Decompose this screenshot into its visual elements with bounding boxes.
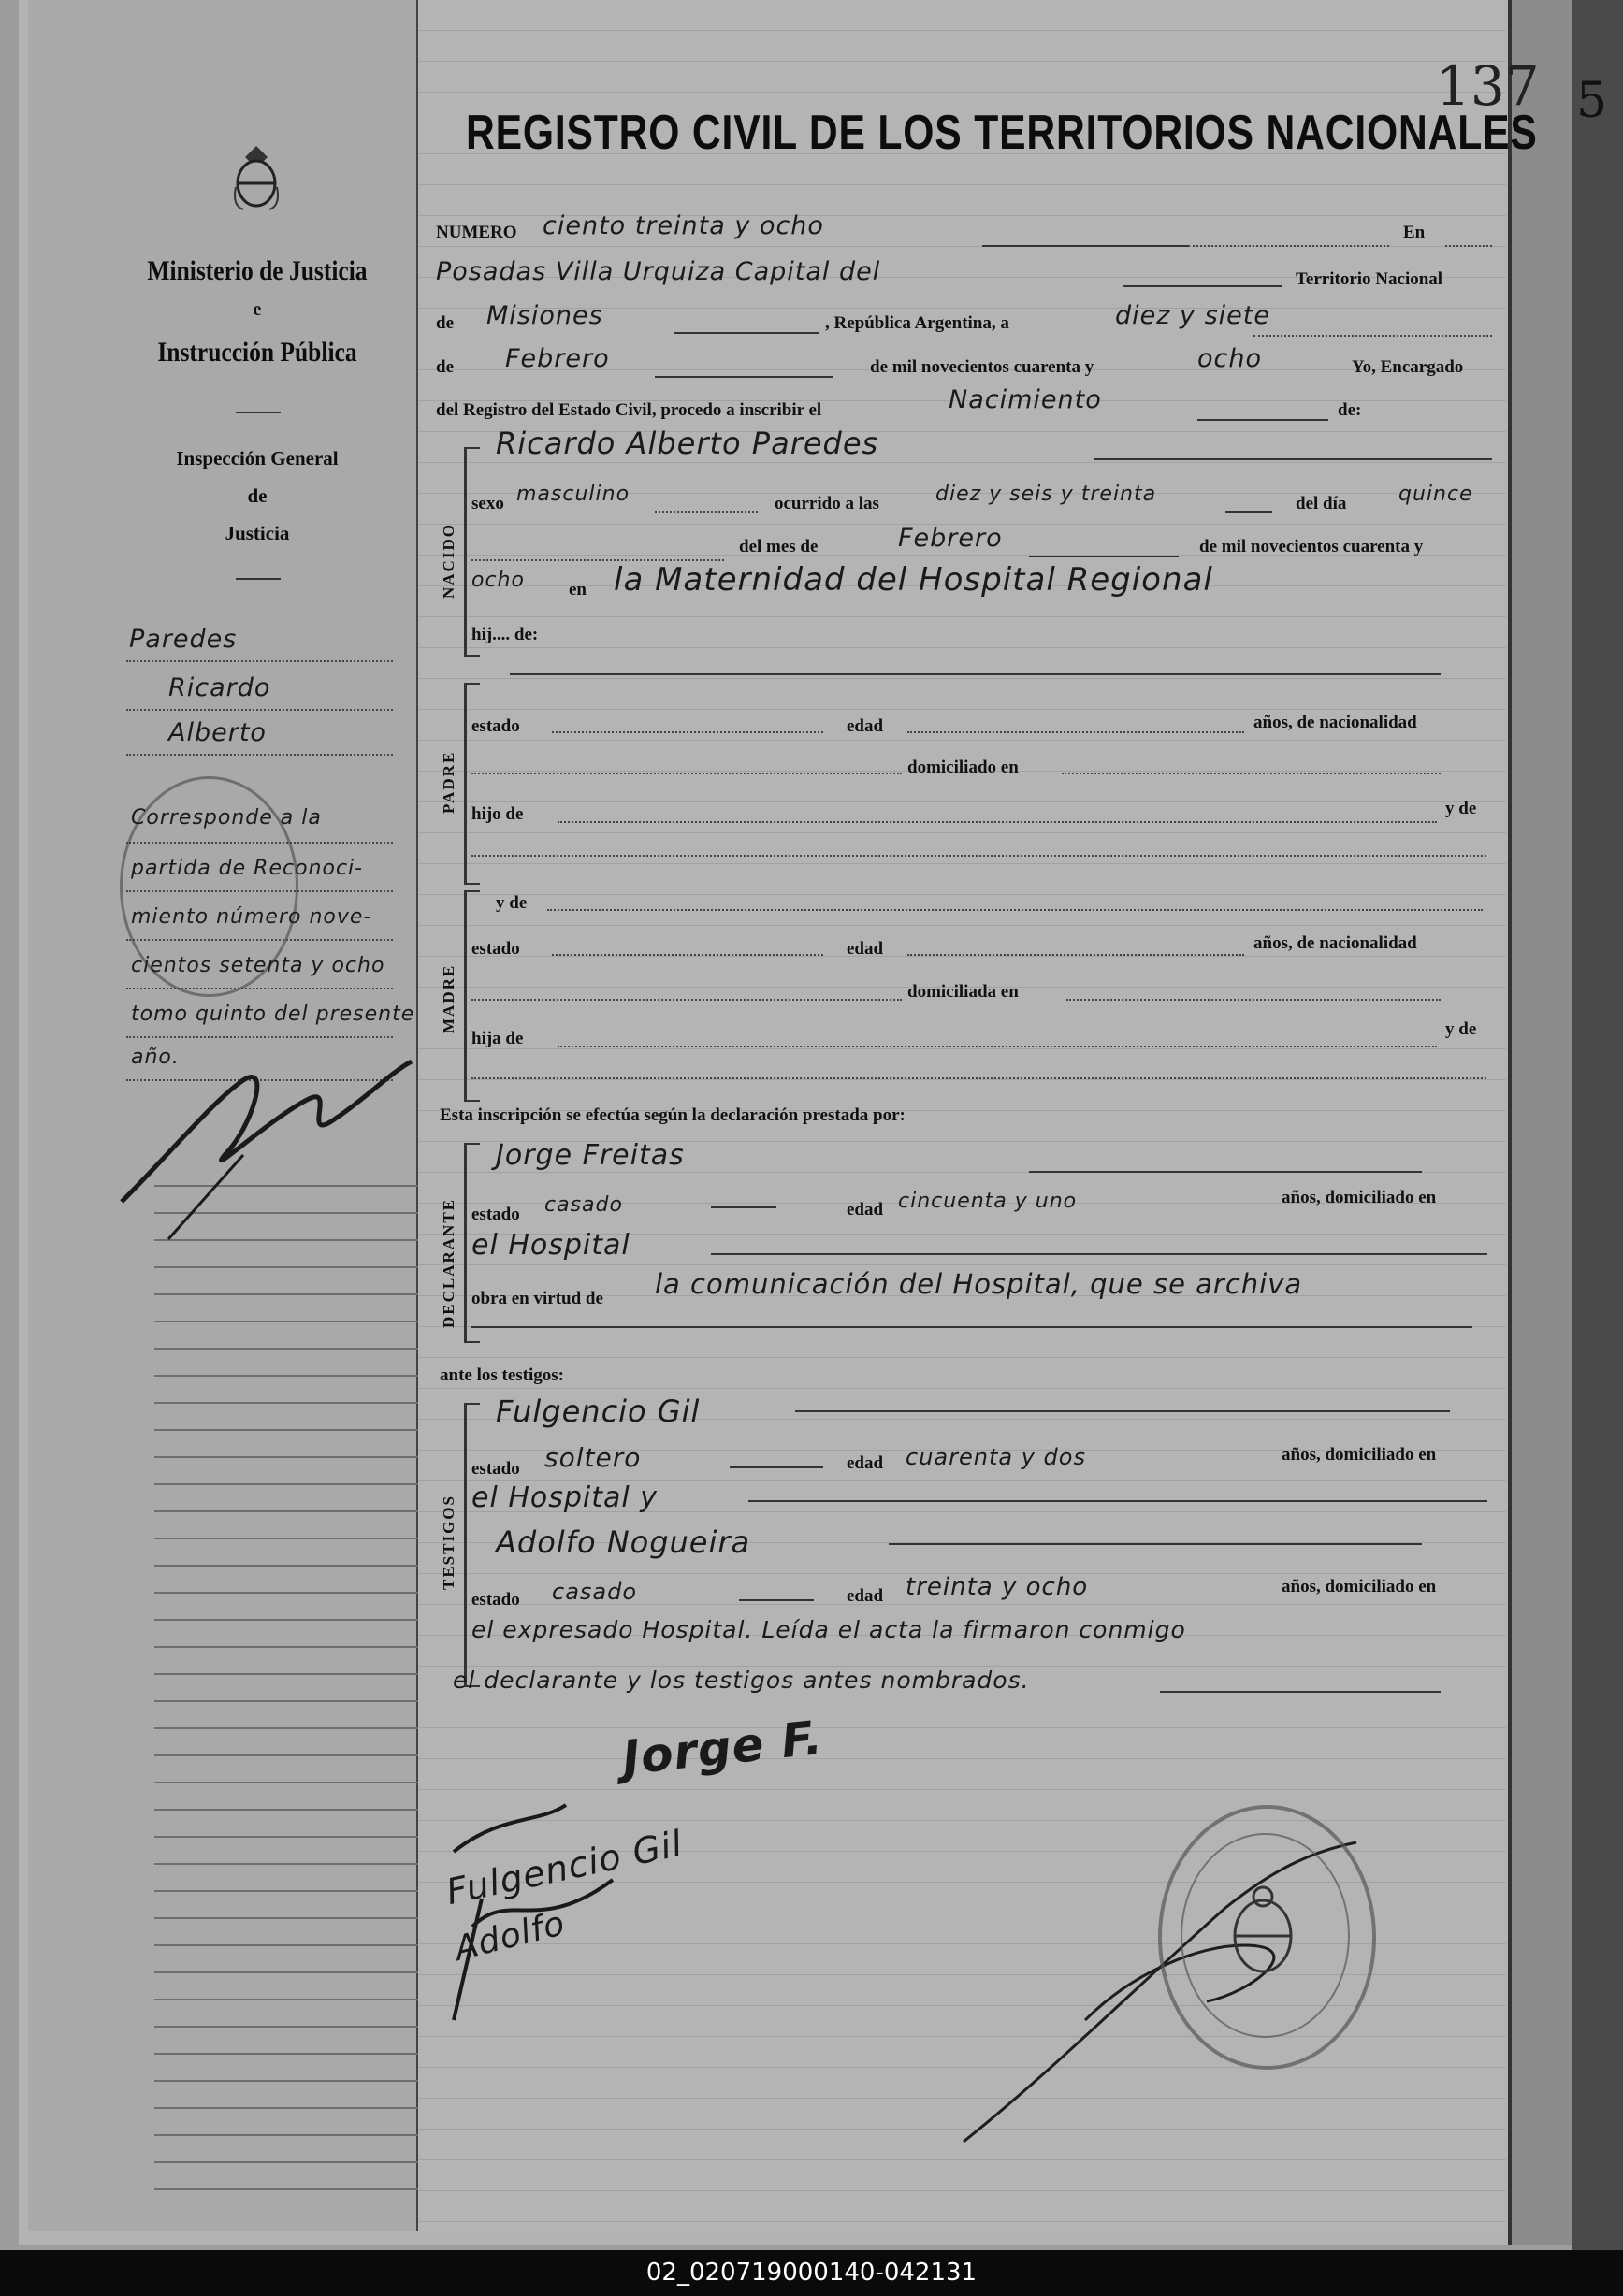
closing-line: el declarante y los testigos antes nombrados. — [453, 1667, 1030, 1694]
value-estado-t2: casado — [552, 1579, 638, 1605]
value-domicilio-t1: el Hospital y — [471, 1481, 659, 1514]
label-nacido: NACIDO — [440, 523, 457, 599]
value-acto: Nacimiento — [949, 385, 1102, 414]
label-hija-de: hija de — [471, 1029, 524, 1048]
rule — [711, 1206, 776, 1208]
rule-dots — [547, 909, 1483, 911]
rule — [982, 245, 1188, 247]
rule — [795, 1410, 1450, 1412]
label-testigos: ante los testigos: — [440, 1365, 564, 1385]
value-domicilio-t2: el expresado Hospital. Leída el acta la firmaron conmigo — [471, 1616, 1186, 1643]
label-estado-t2: estado — [471, 1590, 520, 1610]
stub-signature-icon — [112, 1015, 421, 1258]
stub-divider — [236, 412, 281, 413]
value-sexo: masculino — [516, 483, 630, 506]
label-anios-madre: años, de nacionalidad — [1253, 933, 1417, 953]
stub-given1: Ricardo — [168, 673, 271, 702]
value-anio-nacido: ocho — [471, 569, 525, 592]
stub-note-5: tomo quinto del presente — [131, 1003, 415, 1026]
rule-dots — [1062, 773, 1441, 774]
value-declarante-nombre: Jorge Freitas — [496, 1139, 685, 1172]
signature-testigo1: Fulgencio Gil — [442, 1822, 687, 1913]
label-estado-declarante: estado — [471, 1205, 520, 1224]
value-hora: diez y seis y treinta — [935, 483, 1157, 506]
rule-dots — [558, 1046, 1437, 1047]
stub-line — [126, 709, 393, 711]
label-del-dia: del día — [1296, 494, 1347, 513]
stub-note-6: año. — [131, 1046, 180, 1069]
ministry-line3: Instrucción Pública — [157, 337, 357, 368]
label-del-mes: del mes de — [739, 537, 819, 556]
label-en-nacido: en — [569, 580, 587, 599]
label-anios-padre: años, de nacionalidad — [1253, 713, 1417, 732]
rule — [748, 1500, 1487, 1502]
label-domiciliada-madre: domiciliada en — [907, 982, 1019, 1002]
rule-dots — [1066, 999, 1441, 1001]
label-ocurrido: ocurrido a las — [775, 494, 879, 513]
label-territorio: Territorio Nacional — [1296, 269, 1443, 289]
value-estado-t1: soltero — [544, 1442, 642, 1473]
inspection-line2: de — [247, 484, 268, 507]
label-anios-t1: años, domiciliado en — [1282, 1445, 1437, 1465]
label-edad-padre: edad — [847, 716, 884, 736]
value-numero: ciento treinta y ocho — [543, 211, 824, 240]
rule — [1225, 511, 1272, 513]
value-nombre-nacido: Ricardo Alberto Paredes — [496, 426, 879, 461]
stub-divider-2 — [236, 578, 281, 580]
signature-scribble-icon — [426, 1796, 734, 2039]
rule-dots — [907, 954, 1244, 956]
label-inscripcion: Esta inscripción se efectúa según la declaración prestada por: — [440, 1105, 906, 1125]
rule — [1197, 419, 1328, 421]
stub-line — [126, 842, 393, 844]
rule-dots — [552, 954, 823, 956]
label-de3: de: — [1338, 400, 1362, 420]
inspection-line3: Justicia — [225, 522, 290, 544]
inspection-line1: Inspección General — [176, 447, 339, 469]
value-estado-declarante: casado — [544, 1193, 623, 1217]
label-declarante: DECLARANTE — [440, 1197, 457, 1328]
label-domiciliado-padre: domiciliado en — [907, 758, 1019, 777]
label-edad-t2: edad — [847, 1586, 884, 1606]
testigos-bracket — [464, 1403, 480, 1687]
stub-line — [126, 754, 393, 756]
stub-line — [126, 660, 393, 662]
stub-line — [126, 988, 393, 989]
folio-number-right: 5 — [1576, 73, 1608, 129]
rule-dots — [1188, 245, 1389, 247]
value-dia: diez y siete — [1115, 301, 1270, 330]
rule — [739, 1599, 814, 1601]
rule — [655, 376, 833, 378]
rule-dots — [471, 999, 902, 1001]
value-edad-declarante: cincuenta y uno — [898, 1190, 1078, 1213]
label-estado-t1: estado — [471, 1459, 520, 1479]
label-yde-padre: y de — [1445, 799, 1477, 818]
stub-note-2: partida de Reconoci- — [131, 857, 364, 880]
value-territorio: Misiones — [486, 301, 603, 330]
value-anio: ocho — [1197, 344, 1262, 373]
value-lugar: Posadas Villa Urquiza Capital del — [436, 257, 881, 286]
value-testigo2-nombre: Adolfo Nogueira — [496, 1524, 751, 1560]
label-hijo-de: hijo de — [471, 804, 524, 824]
rule-dots — [471, 1077, 1486, 1079]
stub-note-4: cientos setenta y ocho — [131, 954, 385, 977]
label-estado-madre: estado — [471, 939, 520, 959]
ministry-line1: Ministerio de Justicia — [147, 255, 368, 286]
rule — [889, 1543, 1422, 1545]
rule — [1094, 458, 1492, 460]
coat-of-arms-icon — [230, 140, 283, 215]
label-del-registro: del Registro del Estado Civil, procedo a inscribir el — [436, 400, 822, 420]
folio-number: 137 — [1436, 54, 1540, 118]
label-mil-nacido: de mil novecientos cuarenta y — [1199, 537, 1424, 556]
rule — [730, 1466, 823, 1468]
label-de2: de — [436, 357, 454, 377]
rule — [510, 673, 1441, 675]
label-obra: obra en virtud de — [471, 1289, 603, 1308]
label-sexo: sexo — [471, 494, 504, 513]
label-madre: MADRE — [440, 963, 457, 1033]
rule-dots — [1445, 245, 1492, 247]
label-hij: hij.... de: — [471, 625, 539, 644]
value-domicilio-declarante: el Hospital — [471, 1229, 630, 1262]
page-title: REGISTRO CIVIL DE LOS TERRITORIOS NACIONALES — [466, 106, 1538, 160]
label-mil: de mil novecientos cuarenta y — [870, 357, 1094, 377]
value-dia-nacido: quince — [1398, 483, 1473, 506]
label-edad-t1: edad — [847, 1453, 884, 1473]
rule-dots — [558, 821, 1437, 823]
value-edad-t1: cuarenta y dos — [906, 1444, 1086, 1470]
rule — [1029, 556, 1179, 557]
value-testigo1-nombre: Fulgencio Gil — [496, 1393, 701, 1429]
label-edad-madre: edad — [847, 939, 884, 959]
rule-dots — [552, 731, 823, 733]
value-obra: la comunicación del Hospital, que se archiva — [655, 1268, 1303, 1300]
label-testigos-vert: TESTIGOS — [440, 1495, 457, 1590]
rule — [1029, 1171, 1422, 1173]
label-numero: NUMERO — [436, 223, 517, 242]
rule-dots — [471, 855, 1486, 857]
rule — [674, 332, 819, 334]
stub-line — [126, 890, 393, 892]
label-anios-t2: años, domiciliado en — [1282, 1577, 1437, 1596]
label-de: de — [436, 313, 454, 333]
stub-given2: Alberto — [168, 718, 267, 747]
signature-testigo2: Adolfo — [450, 1904, 570, 1969]
scan-footer-code: 02_020719000140-042131 — [0, 2250, 1623, 2296]
label-yo: Yo, Encargado — [1352, 357, 1464, 377]
label-yde-madre: y de — [1445, 1019, 1477, 1039]
rule — [1160, 1691, 1441, 1693]
rule — [711, 1253, 1487, 1255]
label-en: En — [1403, 223, 1426, 242]
label-republica: , República Argentina, a — [825, 313, 1009, 333]
rule-dots — [655, 511, 758, 513]
binding-dark-edge — [1572, 0, 1623, 2250]
rule-dots — [471, 773, 902, 774]
value-edad-t2: treinta y ocho — [906, 1573, 1089, 1601]
madre-bracket — [464, 890, 480, 1102]
stub-ruled-lines — [154, 1160, 435, 2198]
label-yde-madre-top: y de — [496, 893, 528, 913]
stub-note-1: Corresponde a la — [131, 806, 322, 830]
value-lugar-nacido: la Maternidad del Hospital Regional — [614, 561, 1213, 599]
label-anios-declarante: años, domiciliado en — [1282, 1188, 1437, 1207]
rule-dots — [1253, 335, 1492, 337]
rule — [471, 1326, 1472, 1328]
label-estado-padre: estado — [471, 716, 520, 736]
seal-coat-of-arms-icon — [1225, 1880, 1300, 1983]
rule — [1123, 285, 1282, 287]
signature-declarante: Jorge F. — [619, 1710, 826, 1786]
stub-surname: Paredes — [129, 625, 238, 654]
rule-dots — [907, 731, 1244, 733]
stub-note-3: miento número nove- — [131, 905, 372, 929]
label-padre: PADRE — [440, 750, 457, 814]
label-edad-declarante: edad — [847, 1200, 884, 1220]
ministry-line2: e — [253, 299, 262, 320]
value-mes-nacido: Febrero — [898, 524, 1003, 553]
value-mes: Febrero — [505, 344, 610, 373]
stub-line — [126, 939, 393, 941]
